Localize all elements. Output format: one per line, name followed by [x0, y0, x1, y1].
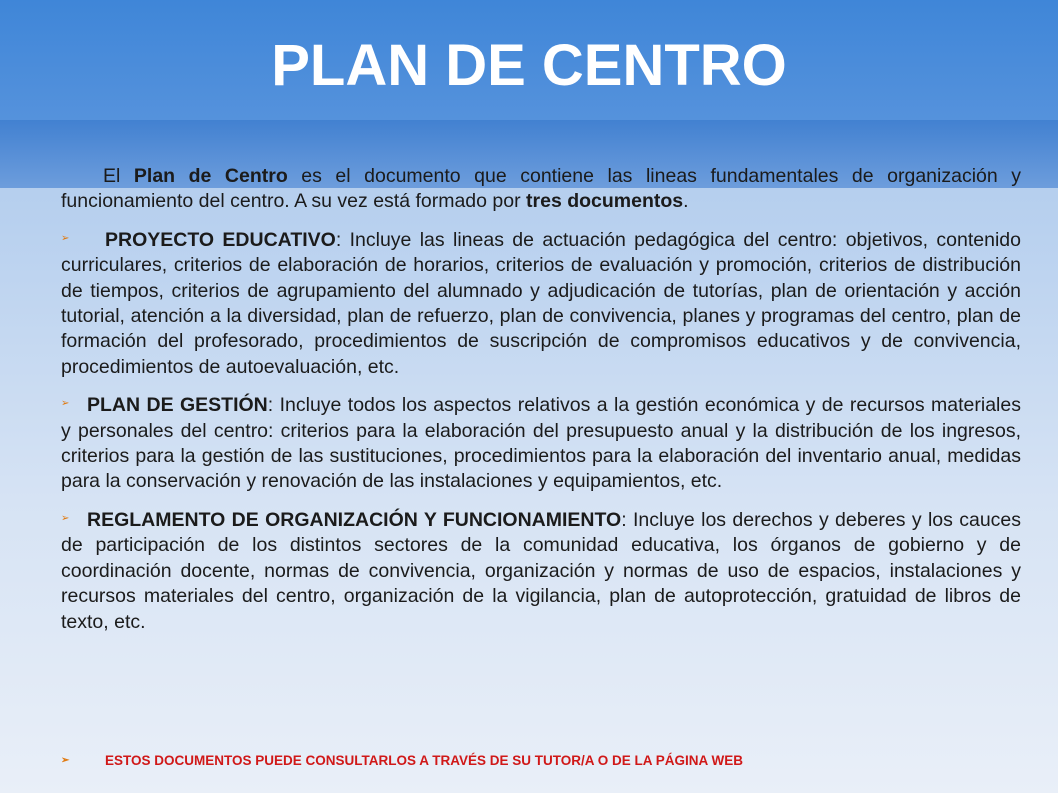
item-heading: PLAN DE GESTIÓN: [87, 394, 268, 417]
intro-text-2: es el documento que contiene las lineas fundamentales de organización y funcionamiento del centro. A su vez está formado por: [61, 165, 1022, 213]
intro-bold-1: Plan de Centro: [133, 165, 288, 187]
list-item-plan-de-gestion: [61, 393, 1021, 495]
item-body: : Incluye todos los aspectos relativos a la gestión económica y de recursos materiales y personales del centro: criterios para la elaboración del presupuesto anual y la distribución de los ingresos, criterios para la gestión de las sustituciones, procedimientos para la elaboración del inventario anual, medidas para la conservación y renovación de las instalaciones y equipamientos, etc.: [61, 394, 1021, 493]
intro-text-1: El: [103, 165, 134, 187]
footer-note-text: ESTOS DOCUMENTOS PUEDE CONSULTARLOS A TRAVÉS DE SU TUTOR/A O DE LA PÁGINA WEB: [105, 753, 744, 768]
item-body: : Incluye los derechos y deberes y los cauces de participación de los distintos sectores de la comunidad educativa, los órganos de gobierno y de coordinación docente, normas de convivencia, organización y normas de uso de espacios, instalaciones y recursos materiales del centro, organización de la vigilancia, plan de autoprotección, gratuidad de libros de texto, etc.: [61, 508, 1022, 633]
slide-title: PLAN DE CENTRO: [271, 33, 787, 98]
footer-note: [61, 752, 1021, 770]
intro-paragraph: [61, 164, 1021, 215]
arrow-bullet-icon: ➢: [61, 232, 70, 244]
item-body: : Incluye las lineas de actuación pedagógica del centro: objetivos, contenido curriculares, criterios de elaboración de horarios, criterios de evaluación y promoción, criterios de distribución de tiempos, criterios de agrupamiento del alumnado y adjudicación de tutorías, plan de orientación y acción tutorial, atención a la diversidad, plan de refuerzo, plan de convivencia, planes y programas del centro, plan de formación del profesorado, procedimientos de suscripción de compromisos educativos y de convivencia, procedimientos de autoevaluación, etc.: [61, 228, 1021, 378]
arrow-bullet-icon: ➢: [61, 398, 70, 410]
item-heading: REGLAMENTO DE ORGANIZACIÓN Y FUNCIONAMIENTO: [87, 508, 622, 531]
list-item-proyecto-educativo: [61, 228, 1021, 380]
arrow-bullet-icon: ➢: [61, 512, 70, 524]
slide-body: [61, 164, 1021, 648]
list-item-reglamento: [61, 508, 1021, 635]
intro-bold-2: tres documentos: [526, 190, 684, 213]
item-heading: PROYECTO EDUCATIVO: [105, 228, 336, 251]
arrow-bullet-icon: ➢: [61, 755, 70, 766]
intro-text-3: .: [683, 190, 689, 213]
